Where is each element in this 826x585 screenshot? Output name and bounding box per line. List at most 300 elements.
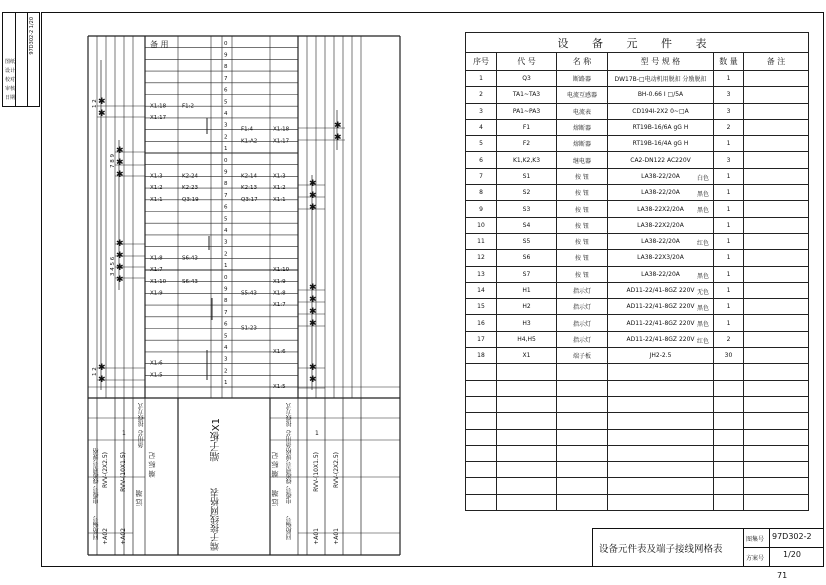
row-qty: 1 bbox=[714, 168, 744, 184]
core-mark: ✱ bbox=[116, 146, 124, 156]
row-color: 黑色 bbox=[696, 272, 709, 280]
terminal-number: 5 bbox=[224, 99, 228, 106]
row-code: S5 bbox=[497, 233, 557, 249]
right-terminal: X1:8 bbox=[273, 290, 286, 297]
row-spec-text: LA38-22/20A bbox=[641, 238, 680, 246]
right-terminal: X1:18 bbox=[273, 126, 290, 133]
page-index: 1/20 bbox=[783, 550, 801, 559]
empty-row bbox=[466, 396, 809, 412]
row-spec bbox=[608, 71, 714, 87]
equipment-table-title: 设 备 元 件 表 bbox=[466, 33, 809, 53]
empty-row bbox=[466, 364, 809, 380]
core-label-d: 1 2 bbox=[92, 367, 98, 376]
row-name: 电流表 bbox=[557, 103, 608, 119]
terminal-number: 5 bbox=[224, 333, 228, 340]
row-no: 15 bbox=[466, 299, 497, 315]
terminal-number: 0 bbox=[224, 40, 228, 47]
row-code: Q3 bbox=[497, 71, 557, 87]
col-name: 名 称 bbox=[557, 53, 608, 71]
empty-row bbox=[466, 445, 809, 461]
mid-terminal: F1:2 bbox=[182, 103, 195, 110]
row-note bbox=[744, 201, 809, 217]
left-terminal: X1:2 bbox=[150, 185, 163, 192]
atlas-label: 图集号 bbox=[746, 536, 765, 543]
bl-cable-spec-0: RVV-(2X2.5) bbox=[102, 452, 109, 489]
row-qty: 1 bbox=[714, 185, 744, 201]
row-spec-text: RT19B-16/4A gG H bbox=[632, 140, 689, 148]
mid-terminal: S6:43 bbox=[182, 255, 198, 262]
row-qty: 1 bbox=[714, 233, 744, 249]
row-spec-text: LA38-22X2/20A bbox=[637, 205, 684, 213]
row-spec bbox=[608, 315, 714, 331]
equipment-row bbox=[466, 250, 809, 266]
binding-label-1: 97D302-2 1/20 bbox=[29, 17, 35, 55]
row-no: 9 bbox=[466, 201, 497, 217]
empty-row bbox=[466, 494, 809, 510]
equipment-row bbox=[466, 266, 809, 282]
terminal-number: 7 bbox=[224, 75, 228, 82]
row-spec-text: JH2-2.5 bbox=[649, 352, 672, 360]
row-spec-text: LA38-22X3/20A bbox=[637, 254, 684, 262]
empty-row bbox=[466, 380, 809, 396]
row-spec bbox=[608, 266, 714, 282]
right-terminal: X1:6 bbox=[273, 348, 286, 355]
bl-header-4: 接线方式 bbox=[138, 403, 145, 427]
core-mark: ✱ bbox=[309, 179, 317, 189]
row-spec-text: LA38-22/20A bbox=[641, 270, 680, 278]
core-mark: ✱ bbox=[309, 295, 317, 305]
row-qty: 2 bbox=[714, 119, 744, 135]
row-note bbox=[744, 103, 809, 119]
row-code: S6 bbox=[497, 250, 557, 266]
inner-terminal: Q3:17 bbox=[241, 196, 258, 203]
equipment-row bbox=[466, 185, 809, 201]
br-header-3: 备用芯 bbox=[286, 430, 293, 448]
br-cable-spec-0: RVV-(10X1.5) bbox=[313, 452, 320, 492]
terminal-number: 8 bbox=[224, 64, 228, 71]
row-note bbox=[744, 233, 809, 249]
row-qty: 1 bbox=[714, 71, 744, 87]
row-spec-text: AD11-22/41-8GZ 220V bbox=[626, 303, 695, 311]
core-mark: ✱ bbox=[98, 363, 106, 373]
core-mark: ✱ bbox=[309, 283, 317, 293]
right-terminal: X1:10 bbox=[273, 267, 290, 274]
terminal-number: 7 bbox=[224, 309, 228, 316]
inner-terminal: K1:A2 bbox=[241, 138, 258, 145]
row-no: 8 bbox=[466, 185, 497, 201]
core-mark: ✱ bbox=[309, 203, 317, 213]
row-code: F1 bbox=[497, 119, 557, 135]
page-label: 方案号 bbox=[746, 555, 765, 562]
left-terminal: X1:7 bbox=[150, 267, 163, 274]
right-terminal: X1:5 bbox=[273, 384, 286, 391]
bl-cable-id-0: +A02 bbox=[102, 528, 109, 545]
row-qty: 3 bbox=[714, 152, 744, 168]
row-no: 1 bbox=[466, 71, 497, 87]
br-cable-spec-1: RVV-(2X2.5) bbox=[333, 452, 340, 489]
row-name: 指示灯 bbox=[557, 315, 608, 331]
equipment-row bbox=[466, 136, 809, 152]
right-terminal: X1:9 bbox=[273, 278, 286, 285]
left-terminal: X1:18 bbox=[150, 103, 167, 110]
wiring-table-name: 端子接线网格表 bbox=[211, 488, 221, 551]
bl-end-mark: 端 标 记 bbox=[148, 452, 156, 478]
right-terminal: X1:7 bbox=[273, 302, 286, 309]
bl-header-3: 备用芯 bbox=[138, 430, 145, 448]
row-color: 黑色 bbox=[696, 207, 709, 215]
col-qty: 数 量 bbox=[714, 53, 744, 71]
right-terminal: X1:3 bbox=[273, 173, 286, 180]
binding-label-2: 图纸 bbox=[5, 59, 16, 65]
title-block bbox=[592, 528, 824, 567]
br-header-0: 回路编号 bbox=[286, 516, 293, 540]
terminal-number: 6 bbox=[224, 204, 228, 211]
equipment-row bbox=[466, 119, 809, 135]
row-name: 按 钮 bbox=[557, 185, 608, 201]
row-color: 黑色 bbox=[696, 305, 709, 313]
left-terminal: X1:10 bbox=[150, 278, 167, 285]
row-note bbox=[744, 119, 809, 135]
row-qty: 1 bbox=[714, 315, 744, 331]
row-name: 电流互感器 bbox=[557, 87, 608, 103]
row-spec bbox=[608, 103, 714, 119]
inner-terminal: S1:23 bbox=[241, 325, 257, 332]
row-spec-text: CD194I-2X2 0~□A bbox=[632, 107, 689, 115]
right-terminal: X1:1 bbox=[273, 196, 286, 203]
terminal-number: 2 bbox=[224, 251, 228, 258]
row-code: S4 bbox=[497, 217, 557, 233]
core-mark: ✱ bbox=[309, 375, 317, 385]
terminal-number: 4 bbox=[224, 344, 228, 351]
row-note bbox=[744, 331, 809, 347]
row-note bbox=[744, 217, 809, 233]
equipment-row bbox=[466, 331, 809, 347]
bl-cable-spec-1: RVV-(10X1.5) bbox=[120, 452, 127, 492]
mid-terminal: K2:24 bbox=[182, 173, 198, 180]
row-no: 3 bbox=[466, 103, 497, 119]
left-terminal: X1:17 bbox=[150, 114, 167, 121]
col-code: 代 号 bbox=[497, 53, 557, 71]
drawing-title: 设备元件表及端子接线网格表 bbox=[599, 544, 723, 555]
row-no: 13 bbox=[466, 266, 497, 282]
row-name: 按 钮 bbox=[557, 217, 608, 233]
row-qty: 1 bbox=[714, 282, 744, 298]
row-no: 11 bbox=[466, 233, 497, 249]
bl-far-end: 远 端 bbox=[135, 490, 143, 507]
core-mark: ✱ bbox=[309, 319, 317, 329]
terminal-number: 4 bbox=[224, 110, 228, 117]
terminal-number: 7 bbox=[224, 192, 228, 199]
empty-row bbox=[466, 429, 809, 445]
row-note bbox=[744, 266, 809, 282]
row-spec bbox=[608, 201, 714, 217]
row-spec-text: LA38-22/20A bbox=[641, 172, 680, 180]
binding-label-4: 校对 bbox=[5, 77, 16, 83]
row-qty: 1 bbox=[714, 250, 744, 266]
col-no: 序号 bbox=[466, 53, 497, 71]
terminal-number: 6 bbox=[224, 87, 228, 94]
row-color: 黑色 bbox=[696, 321, 709, 329]
row-color: 红色 bbox=[696, 239, 709, 247]
row-no: 4 bbox=[466, 119, 497, 135]
terminal-number: 1 bbox=[224, 380, 228, 387]
equipment-row bbox=[466, 282, 809, 298]
terminal-number: 3 bbox=[224, 122, 228, 129]
row-name: 熔断器 bbox=[557, 119, 608, 135]
row-spec bbox=[608, 185, 714, 201]
bl-cable-id-1: +A02 bbox=[120, 528, 127, 545]
row-code: H2 bbox=[497, 299, 557, 315]
inner-terminal: K2:14 bbox=[241, 173, 257, 180]
terminal-number: 9 bbox=[224, 169, 228, 176]
core-mark: ✱ bbox=[116, 158, 124, 168]
row-note bbox=[744, 299, 809, 315]
right-terminal: X1:17 bbox=[273, 138, 290, 145]
terminal-number: 3 bbox=[224, 356, 228, 363]
equipment-row bbox=[466, 201, 809, 217]
row-spec-text: AD11-22/41-8GZ 220V bbox=[626, 335, 695, 343]
row-name: 熔断器 bbox=[557, 136, 608, 152]
row-no: 6 bbox=[466, 152, 497, 168]
row-name: 指示灯 bbox=[557, 331, 608, 347]
core-label-b: 7 8 9 bbox=[110, 154, 116, 168]
row-qty: 1 bbox=[714, 299, 744, 315]
bl-header-1: 电缆号 bbox=[93, 486, 100, 504]
row-no: 5 bbox=[466, 136, 497, 152]
spare-header: 备 用 bbox=[150, 40, 169, 49]
terminal-number: 6 bbox=[224, 321, 228, 328]
inner-terminal: K2:13 bbox=[241, 185, 257, 192]
row-code: H3 bbox=[497, 315, 557, 331]
row-spec bbox=[608, 282, 714, 298]
equipment-row bbox=[466, 348, 809, 364]
mid-terminal: S6:43 bbox=[182, 278, 198, 285]
br-header-4: 接线方式 bbox=[286, 403, 293, 427]
equipment-table bbox=[465, 32, 809, 511]
row-qty: 2 bbox=[714, 331, 744, 347]
row-spec bbox=[608, 119, 714, 135]
row-spec-text: BH-0.66 I □/5A bbox=[637, 91, 684, 99]
row-color: 白色 bbox=[696, 174, 709, 182]
row-spec bbox=[608, 299, 714, 315]
row-no: 12 bbox=[466, 250, 497, 266]
row-name: 继电器 bbox=[557, 152, 608, 168]
row-no: 2 bbox=[466, 87, 497, 103]
terminal-block-name: 端子板X1 bbox=[211, 418, 222, 462]
row-name: 按 钮 bbox=[557, 201, 608, 217]
row-spec-text: LA38-22X2/20A bbox=[637, 221, 684, 229]
row-note bbox=[744, 71, 809, 87]
row-qty: 1 bbox=[714, 201, 744, 217]
row-spec bbox=[608, 136, 714, 152]
left-terminal: X1:9 bbox=[150, 290, 163, 297]
equipment-row bbox=[466, 217, 809, 233]
row-code: TA1~TA3 bbox=[497, 87, 557, 103]
left-terminal: X1:3 bbox=[150, 173, 163, 180]
terminal-number: 0 bbox=[224, 274, 228, 281]
equipment-row bbox=[466, 315, 809, 331]
row-code: H4,H5 bbox=[497, 331, 557, 347]
core-mark: ✱ bbox=[116, 275, 124, 285]
row-qty: 30 bbox=[714, 348, 744, 364]
bl-cable-spare-1: 1 bbox=[122, 430, 126, 437]
row-code: X1 bbox=[497, 348, 557, 364]
row-spec bbox=[608, 233, 714, 249]
row-spec bbox=[608, 250, 714, 266]
br-cable-id-0: +A01 bbox=[313, 528, 320, 545]
br-header-1: 电缆号 bbox=[286, 486, 293, 504]
mid-terminal: K2:23 bbox=[182, 185, 198, 192]
core-mark: ✱ bbox=[309, 307, 317, 317]
equipment-row bbox=[466, 71, 809, 87]
terminal-number: 2 bbox=[224, 368, 228, 375]
empty-row bbox=[466, 413, 809, 429]
core-label-a: 1 2 bbox=[92, 99, 98, 108]
row-no: 7 bbox=[466, 168, 497, 184]
row-name: 指示灯 bbox=[557, 299, 608, 315]
core-mark: ✱ bbox=[116, 251, 124, 261]
col-spec: 型 号 规 格 bbox=[608, 53, 714, 71]
terminal-number: 9 bbox=[224, 286, 228, 293]
atlas-number: 97D302-2 bbox=[772, 532, 812, 541]
row-no: 18 bbox=[466, 348, 497, 364]
row-name: 按 钮 bbox=[557, 168, 608, 184]
inner-terminal: S5:43 bbox=[241, 290, 257, 297]
core-mark: ✱ bbox=[116, 239, 124, 249]
row-no: 14 bbox=[466, 282, 497, 298]
terminal-number: 1 bbox=[224, 263, 228, 270]
row-note bbox=[744, 168, 809, 184]
right-terminal: X1:2 bbox=[273, 185, 286, 192]
row-spec bbox=[608, 87, 714, 103]
row-no: 10 bbox=[466, 217, 497, 233]
row-code: PA1~PA3 bbox=[497, 103, 557, 119]
terminal-number: 8 bbox=[224, 181, 228, 188]
col-note: 备 注 bbox=[744, 53, 809, 71]
terminal-number: 1 bbox=[224, 146, 228, 153]
row-spec bbox=[608, 348, 714, 364]
core-label-c: 3 4 5 6 bbox=[110, 256, 116, 276]
terminal-number: 4 bbox=[224, 227, 228, 234]
core-mark: ✱ bbox=[116, 170, 124, 180]
core-mark: ✱ bbox=[334, 121, 342, 131]
equipment-row bbox=[466, 103, 809, 119]
row-spec bbox=[608, 331, 714, 347]
core-mark: ✱ bbox=[116, 263, 124, 273]
br-header-2: 线缆型号规格 bbox=[286, 448, 293, 484]
empty-row bbox=[466, 478, 809, 494]
row-qty: 1 bbox=[714, 217, 744, 233]
br-far-end: 远 端 bbox=[271, 490, 279, 507]
core-mark: ✱ bbox=[309, 191, 317, 201]
left-terminal: X1:1 bbox=[150, 196, 163, 203]
equipment-row bbox=[466, 299, 809, 315]
left-terminal: X1:5 bbox=[150, 372, 163, 379]
row-color: 无色 bbox=[696, 288, 709, 296]
row-note bbox=[744, 348, 809, 364]
equipment-row bbox=[466, 152, 809, 168]
row-color: 黑色 bbox=[696, 191, 709, 199]
row-no: 16 bbox=[466, 315, 497, 331]
left-terminal: X1:6 bbox=[150, 360, 163, 367]
br-cable-id-1: +A01 bbox=[333, 528, 340, 545]
equipment-row bbox=[466, 233, 809, 249]
row-spec-text: LA38-22/20A bbox=[641, 189, 680, 197]
row-name: 端子板 bbox=[557, 348, 608, 364]
bl-header-2: 线缆型号规格 bbox=[93, 448, 100, 484]
page-number: 71 bbox=[777, 571, 788, 580]
row-qty: 1 bbox=[714, 136, 744, 152]
row-note bbox=[744, 185, 809, 201]
row-spec bbox=[608, 217, 714, 233]
core-mark: ✱ bbox=[309, 363, 317, 373]
row-no: 17 bbox=[466, 331, 497, 347]
core-mark: ✱ bbox=[98, 109, 106, 119]
row-spec bbox=[608, 168, 714, 184]
terminal-number: 3 bbox=[224, 239, 228, 246]
row-code: S3 bbox=[497, 201, 557, 217]
row-code: S1 bbox=[497, 168, 557, 184]
row-code: S7 bbox=[497, 266, 557, 282]
empty-row bbox=[466, 462, 809, 478]
row-name: 指示灯 bbox=[557, 282, 608, 298]
br-end-mark: 端 标 记 bbox=[271, 452, 279, 478]
row-spec-text: CA2-DN122 AC220V bbox=[630, 156, 691, 164]
equipment-row bbox=[466, 168, 809, 184]
mid-terminal: Q3:19 bbox=[182, 196, 199, 203]
row-code: H1 bbox=[497, 282, 557, 298]
row-name: 按 钮 bbox=[557, 233, 608, 249]
binding-label-5: 审核 bbox=[5, 86, 16, 92]
terminal-number: 0 bbox=[224, 157, 228, 164]
row-spec-text: AD11-22/41-8GZ 220V bbox=[626, 319, 695, 327]
row-name: 按 钮 bbox=[557, 250, 608, 266]
row-name: 断路器 bbox=[557, 71, 608, 87]
row-spec-text: DW17B-□电动机用脱扣 分励脱扣 bbox=[614, 76, 707, 84]
row-spec-text: AD11-22/41-8GZ 220V bbox=[626, 287, 695, 294]
bl-header-0: 回路编号 bbox=[93, 516, 100, 540]
core-mark: ✱ bbox=[334, 133, 342, 143]
row-note bbox=[744, 315, 809, 331]
row-qty: 3 bbox=[714, 87, 744, 103]
row-spec-text: RT19B-16/6A gG H bbox=[632, 124, 689, 132]
row-note bbox=[744, 136, 809, 152]
equipment-row bbox=[466, 87, 809, 103]
left-terminal: X1:8 bbox=[150, 255, 163, 262]
inner-terminal: F1:4 bbox=[241, 126, 254, 133]
terminal-number: 2 bbox=[224, 134, 228, 141]
core-mark: ✱ bbox=[98, 97, 106, 107]
row-note bbox=[744, 152, 809, 168]
row-note bbox=[744, 282, 809, 298]
row-qty: 3 bbox=[714, 103, 744, 119]
row-code: S2 bbox=[497, 185, 557, 201]
br-cable-spare-0: 1 bbox=[315, 430, 319, 437]
binding-label-3: 设计 bbox=[5, 68, 16, 74]
row-name: 按 钮 bbox=[557, 266, 608, 282]
row-note bbox=[744, 250, 809, 266]
row-qty: 1 bbox=[714, 266, 744, 282]
row-spec bbox=[608, 152, 714, 168]
core-mark: ✱ bbox=[98, 375, 106, 385]
terminal-number: 8 bbox=[224, 298, 228, 305]
terminal-number: 5 bbox=[224, 216, 228, 223]
terminal-number: 9 bbox=[224, 52, 228, 59]
row-note bbox=[744, 87, 809, 103]
row-code: F2 bbox=[497, 136, 557, 152]
row-color: 红色 bbox=[696, 337, 709, 345]
binding-label-6: 日期 bbox=[5, 95, 16, 101]
